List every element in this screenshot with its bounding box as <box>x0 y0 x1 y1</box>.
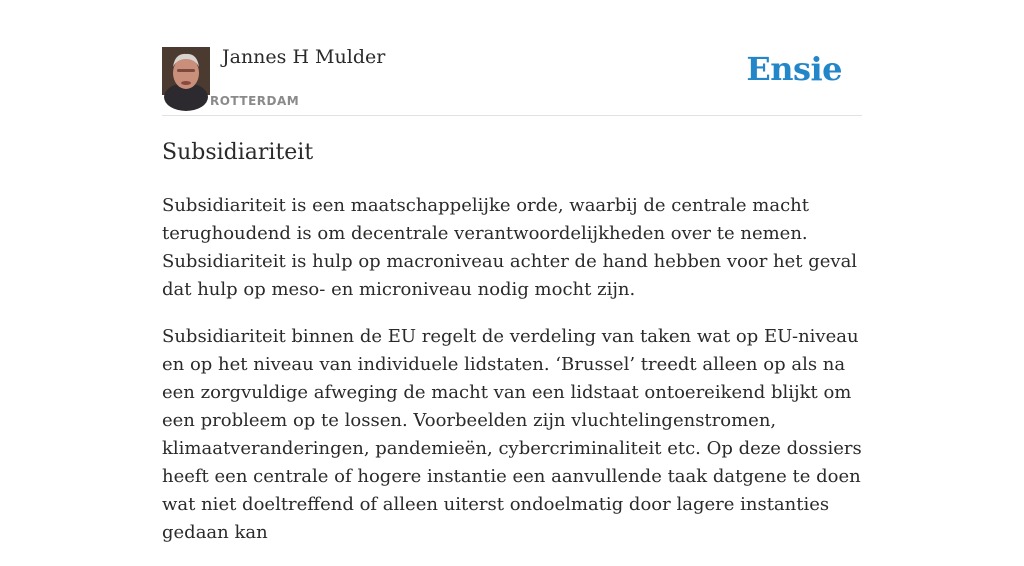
ensie-logo[interactable]: Ensie <box>746 50 842 88</box>
article-title: Subsidiariteit <box>162 140 314 165</box>
article-body <box>162 192 862 566</box>
article-paragraph: Subsidiariteit binnen de EU regelt de verdeling van taken wat op EU-niveau en op het niveau van individuele lidstaten. ‘Brussel’ treedt alleen op als na een zorgvuldige afweging de macht van een lidstaat ontoereikend blijkt om een probleem op te lossen. Voorbeelden zijn vluchtelingenstromen, klimaatveranderingen, pandemieën, cybercriminaliteit etc. Op deze dossiers heeft een centrale of hogere instantie een aanvullende taak datgene te doen wat niet doeltreffend of alleen uiterst ondoelmatig door lagere instanties gedaan kan <box>162 326 862 543</box>
author-location: ROTTERDAM <box>210 94 300 108</box>
author-name[interactable]: Jannes H Mulder <box>222 46 386 68</box>
avatar-image <box>162 47 210 95</box>
article-paragraph: Subsidiariteit is een maatschappelijke orde, waarbij de centrale macht terughoudend is om decentrale verantwoordelijkheden over te nemen. Subsidiariteit is hulp op macroniveau achter de hand hebben voor het geval dat hulp op meso- en microniveau nodig mocht zijn. <box>162 195 858 300</box>
author-avatar[interactable] <box>162 47 210 95</box>
article-header <box>162 0 862 116</box>
article-card <box>162 0 862 543</box>
